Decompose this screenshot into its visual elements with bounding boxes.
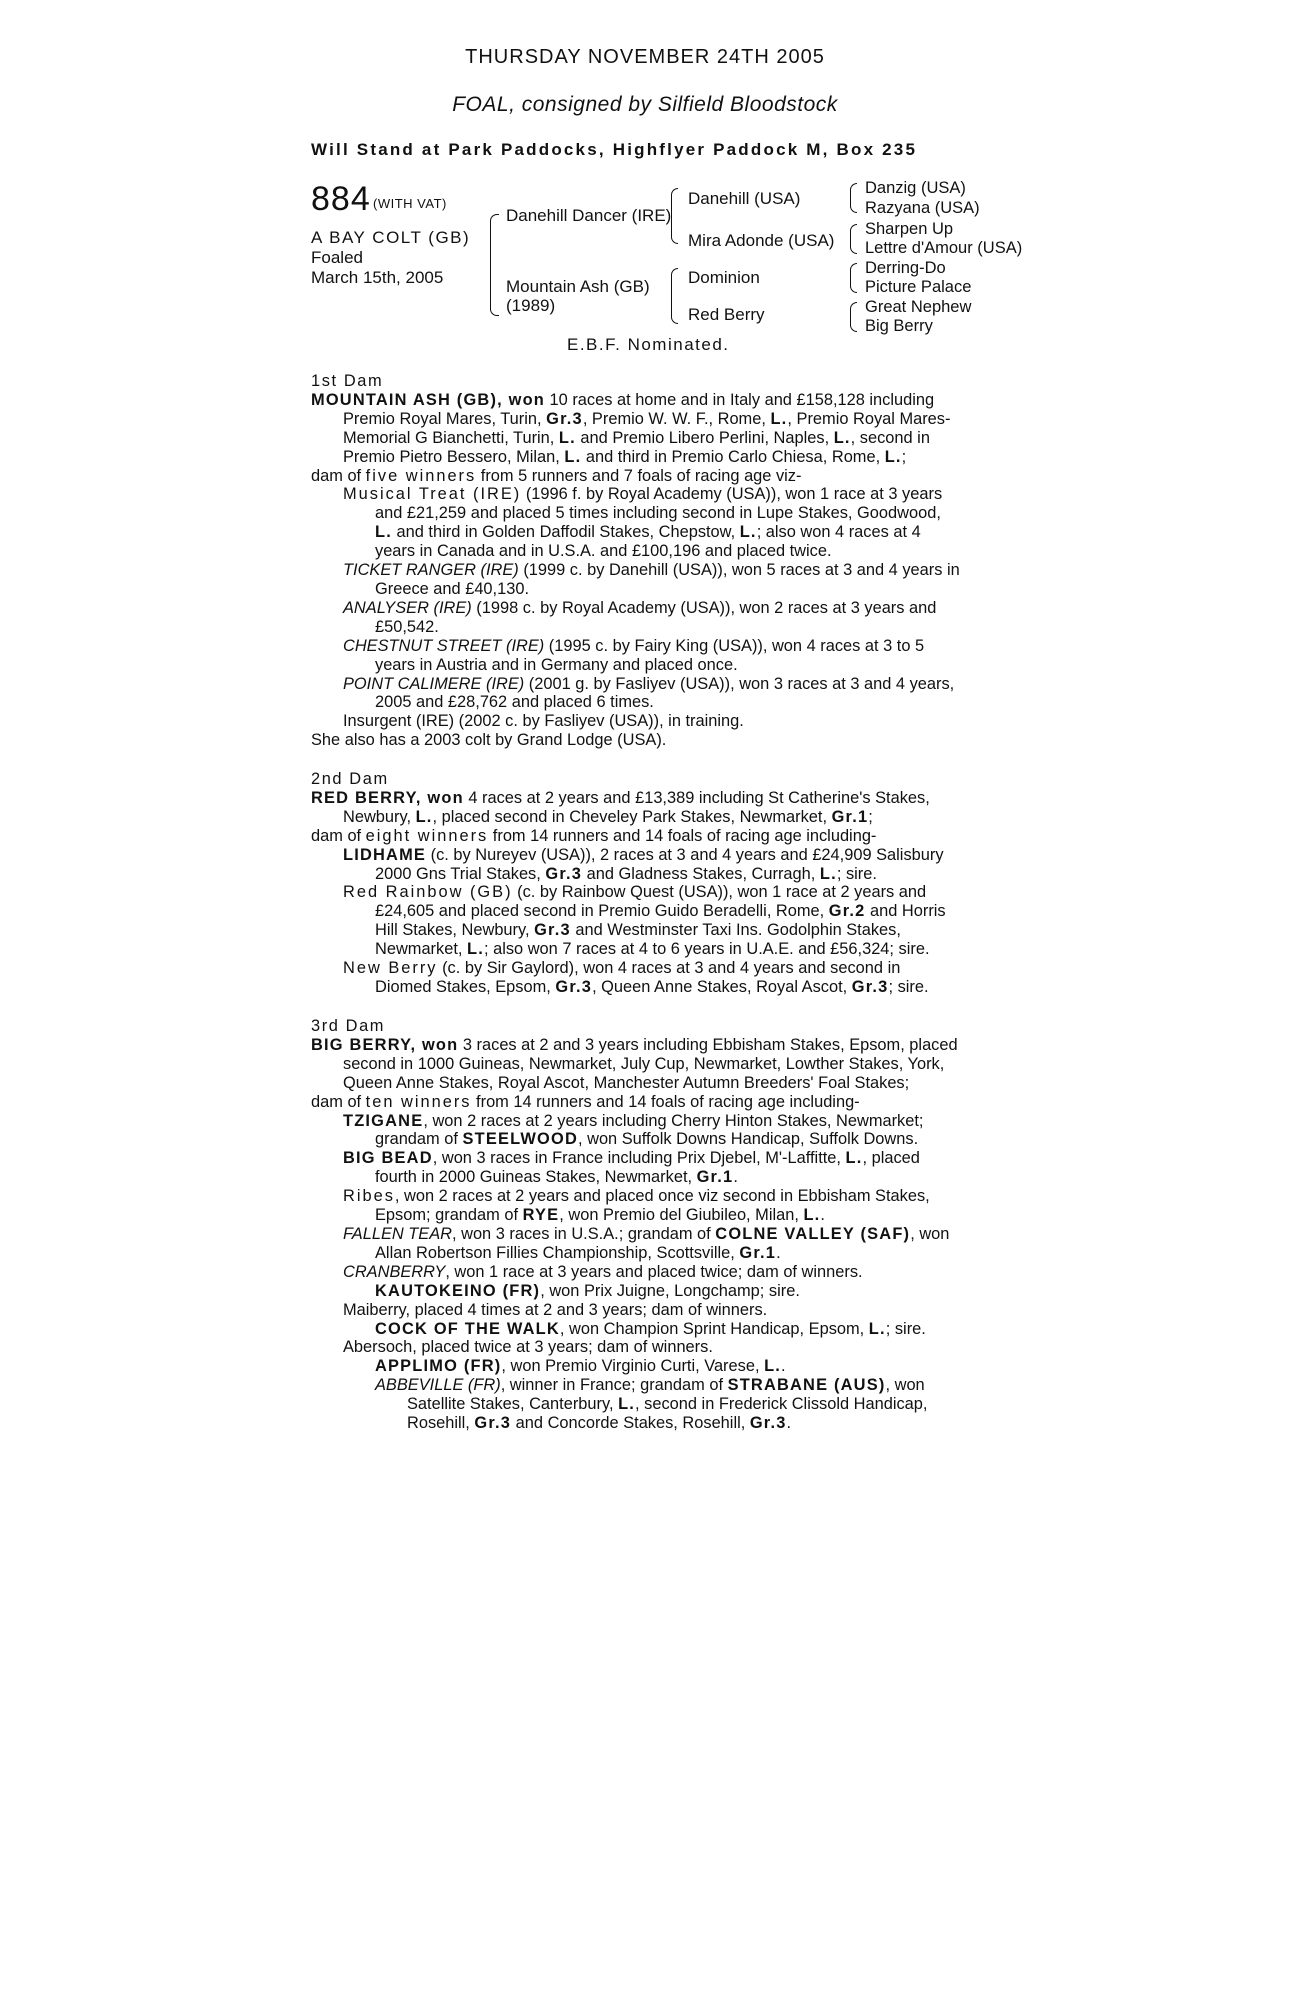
foaled-label: Foaled (311, 248, 363, 267)
first-dam-line-11: Greece and £40,130. (375, 579, 530, 598)
third-dam-line-20: Satellite Stakes, Canterbury, L., second in Frederick Clissold Handicap, (407, 1395, 928, 1414)
third-dam-line-8: fourth in 2000 Guineas Stakes, Newmarket, Gr.1. (375, 1168, 738, 1187)
second-dam-line-4: LIDHAME (c. by Nureyev (USA)), 2 races at 3 and 4 years and £24,909 Salisbury (343, 845, 944, 864)
third-dam-line-3: Queen Anne Stakes, Royal Ascot, Manchester Autumn Breeders' Foal Stakes; (343, 1073, 910, 1092)
pedigree-brace-g4c (850, 263, 857, 293)
consignment-line: FOAL, consigned by Silfield Bloodstock (452, 93, 838, 116)
dam-year: (1989) (506, 296, 556, 315)
third-dam-line-15: Maiberry, placed 4 times at 2 and 3 years; dam of winners. (343, 1300, 768, 1319)
second-dam-line-9: Newmarket, L.; also won 7 races at 4 to 6 years in U.A.E. and £56,324; sire. (375, 940, 930, 959)
dam: Mountain Ash (GB) (506, 277, 650, 296)
gen4-6: Picture Palace (865, 278, 972, 296)
second-dam-line-1: RED BERRY, won 4 races at 2 years and £13,389 including St Catherine's Stakes, (311, 788, 930, 807)
pedigree-brace-sire (671, 188, 678, 244)
pedigree-brace-g4a (850, 183, 857, 213)
third-dam-line-19: ABBEVILLE (FR), winner in France; grandam of STRABANE (AUS), won (375, 1376, 925, 1395)
third-dam-line-1: BIG BERRY, won 3 races at 2 and 3 years including Ebbisham Stakes, Epsom, placed (311, 1035, 958, 1054)
second-dam-line-7: £24,605 and placed second in Premio Guido Beradelli, Rome, Gr.2 and Horris (375, 902, 946, 921)
gen4-5: Derring-Do (865, 259, 946, 277)
second-dam-line-5: 2000 Gns Trial Stakes, Gr.3 and Gladness Stakes, Curragh, L.; sire. (375, 864, 877, 883)
gen4-4: Lettre d'Amour (USA) (865, 239, 1023, 257)
third-dam-line-10: Epsom; grandam of RYE, won Premio del Giubileo, Milan, L.. (375, 1206, 825, 1225)
third-dam-line-14: KAUTOKEINO (FR), won Prix Juigne, Longchamp; sire. (375, 1281, 800, 1300)
first-dam-line-10: TICKET RANGER (IRE) (1999 c. by Danehill (USA)), won 5 races at 3 and 4 years in (343, 561, 960, 580)
first-dam-line-4: Premio Pietro Bessero, Milan, L. and third in Premio Carlo Chiesa, Rome, L.; (343, 447, 907, 466)
dam-sire: Dominion (688, 268, 760, 287)
second-dam-line-8: Hill Stakes, Newbury, Gr.3 and Westminster Taxi Ins. Godolphin Stakes, (375, 921, 901, 940)
third-dam-line-11: FALLEN TEAR, won 3 races in U.S.A.; grandam of COLNE VALLEY (SAF), won (343, 1224, 950, 1243)
first-dam-line-12: ANALYSER (IRE) (1998 c. by Royal Academy (USA)), won 2 races at 3 years and (343, 598, 937, 617)
third-dam-line-16: COCK OF THE WALK, won Champion Sprint Handicap, Epsom, L.; sire. (375, 1319, 926, 1338)
dam-dam: Red Berry (688, 305, 765, 324)
third-dam-heading: 3rd Dam (311, 1017, 386, 1035)
third-dam-line-7: BIG BEAD, won 3 races in France including Prix Djebel, M'-Laffitte, L., placed (343, 1149, 920, 1168)
third-dam-line-9: Ribes, won 2 races at 2 years and placed once viz second in Ebbisham Stakes, (343, 1187, 930, 1206)
second-dam-line-3: dam of eight winners from 14 runners and 14 foals of racing age including- (311, 826, 877, 845)
pedigree-brace-g4b (850, 224, 857, 254)
third-dam-line-4: dam of ten winners from 14 runners and 14 foals of racing age including- (311, 1092, 860, 1111)
sire: Danehill Dancer (IRE) (506, 206, 672, 225)
vat-note: (WITH VAT) (373, 196, 447, 211)
first-dam-line-7: and £21,259 and placed 5 times including second in Lupe Stakes, Goodwood, (375, 504, 941, 523)
first-dam-line-13: £50,542. (375, 617, 439, 636)
first-dam-line-1: MOUNTAIN ASH (GB), won 10 races at home and in Italy and £158,128 including (311, 390, 935, 409)
second-dam-section (311, 770, 991, 997)
first-dam-line-19: She also has a 2003 colt by Grand Lodge (USA). (311, 731, 667, 750)
pedigree-brace-g4d (850, 302, 857, 332)
sire-sire: Danehill (USA) (688, 189, 801, 208)
stand-location: Will Stand at Park Paddocks, Highflyer Paddock M, Box 235 (311, 140, 918, 159)
third-dam-line-13: CRANBERRY, won 1 race at 3 years and placed twice; dam of winners. (343, 1262, 863, 1281)
gen4-7: Great Nephew (865, 298, 972, 316)
first-dam-line-9: years in Canada and in U.S.A. and £100,196 and placed twice. (375, 542, 832, 561)
third-dam-section (311, 1017, 991, 1433)
gen4-2: Razyana (USA) (865, 199, 980, 217)
sale-date: THURSDAY NOVEMBER 24TH 2005 (465, 46, 825, 68)
first-dam-line-5: dam of five winners from 5 runners and 7 foals of racing age viz- (311, 466, 802, 485)
lot-description: A BAY COLT (GB) (311, 228, 471, 247)
first-dam-line-15: years in Austria and in Germany and placed once. (375, 655, 738, 674)
second-dam-heading: 2nd Dam (311, 770, 389, 788)
gen4-1: Danzig (USA) (865, 179, 966, 197)
first-dam-line-2: Premio Royal Mares, Turin, Gr.3, Premio W. W. F., Rome, L., Premio Royal Mares- (343, 409, 951, 428)
first-dam-heading: 1st Dam (311, 372, 384, 390)
pedigree-brace-gen1 (490, 214, 499, 316)
gen4-8: Big Berry (865, 317, 933, 335)
third-dam-line-6: grandam of STEELWOOD, won Suffolk Downs Handicap, Suffolk Downs. (375, 1130, 919, 1149)
pedigree-brace-dam (671, 268, 678, 324)
second-dam-line-6: Red Rainbow (GB) (c. by Rainbow Quest (USA)), won 1 race at 2 years and (343, 883, 927, 902)
first-dam-line-18: Insurgent (IRE) (2002 c. by Fasliyev (USA)), in training. (343, 712, 744, 731)
third-dam-line-17: Abersoch, placed twice at 3 years; dam of winners. (343, 1338, 713, 1357)
foaled-date: March 15th, 2005 (311, 268, 444, 287)
sire-dam: Mira Adonde (USA) (688, 231, 835, 250)
third-dam-line-18: APPLIMO (FR), won Premio Virginio Curti, Varese, L.. (375, 1357, 786, 1376)
first-dam-line-17: 2005 and £28,762 and placed 6 times. (375, 693, 654, 712)
first-dam-line-8: L. and third in Golden Daffodil Stakes, Chepstow, L.; also won 4 races at 4 (375, 523, 921, 542)
second-dam-line-11: Diomed Stakes, Epsom, Gr.3, Queen Anne Stakes, Royal Ascot, Gr.3; sire. (375, 977, 929, 996)
ebf-nominated: E.B.F. Nominated. (567, 335, 730, 354)
third-dam-line-2: second in 1000 Guineas, Newmarket, July Cup, Newmarket, Lowther Stakes, York, (343, 1054, 945, 1073)
gen4-3: Sharpen Up (865, 220, 954, 238)
third-dam-line-21: Rosehill, Gr.3 and Concorde Stakes, Rosehill, Gr.3. (407, 1414, 792, 1433)
third-dam-line-12: Allan Robertson Fillies Championship, Scottsville, Gr.1. (375, 1243, 781, 1262)
lot-number: 884 (311, 180, 371, 218)
first-dam-line-3: Memorial G Bianchetti, Turin, L. and Premio Libero Perlini, Naples, L., second in (343, 428, 930, 447)
first-dam-line-16: POINT CALIMERE (IRE) (2001 g. by Fasliyev (USA)), won 3 races at 3 and 4 years, (343, 674, 955, 693)
second-dam-line-10: New Berry (c. by Sir Gaylord), won 4 races at 3 and 4 years and second in (343, 959, 901, 978)
third-dam-line-5: TZIGANE, won 2 races at 2 years including Cherry Hinton Stakes, Newmarket; (343, 1111, 924, 1130)
first-dam-line-6: Musical Treat (IRE) (1996 f. by Royal Academy (USA)), won 1 race at 3 years (343, 485, 943, 504)
first-dam-section (311, 372, 991, 750)
first-dam-line-14: CHESTNUT STREET (IRE) (1995 c. by Fairy King (USA)), won 4 races at 3 to 5 (343, 636, 925, 655)
second-dam-line-2: Newbury, L., placed second in Cheveley Park Stakes, Newmarket, Gr.1; (343, 807, 873, 826)
